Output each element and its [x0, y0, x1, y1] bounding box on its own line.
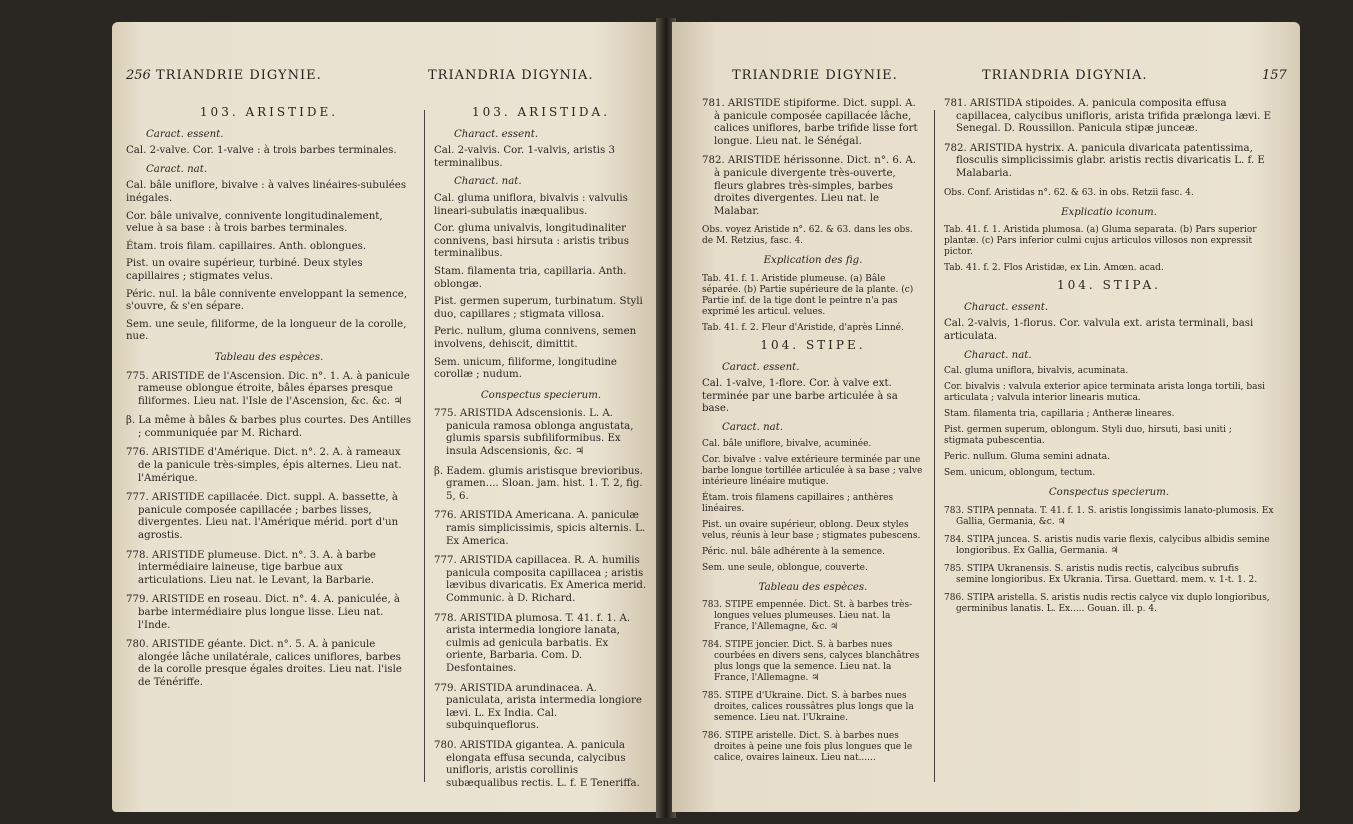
- section-title: 104. STIPE.: [760, 337, 866, 352]
- species-entry: 776. ARISTIDE d'Amérique. Dict. n°. 2. A. à rameaux de la panicule très-simples, épis alternes. Lieu nat. l'Amérique.: [126, 447, 402, 484]
- right-page: [672, 22, 1300, 812]
- nat-line: Stam. filamenta tria, capillaria. Anth. oblongæ.: [434, 265, 627, 290]
- species-entry: 775. ARISTIDE de l'Ascension. Dic. n°. 1. A. à panicule rameuse oblongue étroite, bâles éparses presque filiformes. Lieu nat. l'Isle de l'Ascension, &c. &c. ♃: [126, 370, 410, 407]
- right-column-latin: [944, 98, 1274, 622]
- subheading: Charact. essent.: [964, 301, 1049, 313]
- section-title: 104. STIPA.: [1057, 278, 1161, 293]
- subheading: Charact. nat.: [454, 176, 522, 188]
- subheading: Caract. essent.: [146, 128, 224, 140]
- species-entry: 786. STIPA aristella. S. aristis nudis rectis calyce vix duplo longioribus, germinibus lanatis. L. Ex..... Gouan. ill. p. 4.: [944, 592, 1270, 614]
- nat-line: Sem. une seule, oblongue, couverte.: [702, 562, 868, 573]
- nat-line: Péric. nul. bâle adhérente à la semence.: [702, 546, 885, 557]
- running-head-left-1: TRIANDRIE DIGYNIE.: [156, 68, 322, 83]
- calyx-text: Cal. 2-valve. Cor. 1-valve : à trois barbes terminales.: [126, 145, 397, 157]
- running-head-right-2: TRIANDRIA DIGYNIA.: [982, 68, 1148, 83]
- figure-explanation: Tab. 41. f. 2. Flos Aristidæ, ex Lin. Amœn. acad.: [944, 263, 1164, 274]
- nat-line: Cor. bâle univalve, connivente longitudinalement, velue à sa base : à trois barbes terminales.: [126, 210, 383, 235]
- nat-line: Sem. unicum, filiforme, longitudine corollæ ; nudum.: [434, 356, 617, 381]
- nat-line: Cor. bivalvis : valvula exterior apice terminata arista longa tortili, basi articulata ; valvula interior linearis mutica.: [944, 382, 1265, 404]
- obs-note: Obs. voyez Aristide n°. 62. & 63. dans les obs. de M. Retzius, fasc. 4.: [702, 225, 913, 247]
- species-entry: 780. ARISTIDE géante. Dict. n°. 5. A. à panicule alongée lâche unilatérale, calices uniflores, barbes de la corolle presque égales droites. Lieu nat. l'isle de Ténériffe.: [126, 639, 402, 688]
- species-entry: β. Eadem. glumis aristisque brevioribus. gramen.... Sloan. jam. hist. 1. T. 2, fig. 5, 6.: [434, 465, 643, 502]
- species-entry: 786. STIPE aristelle. Dict. S. à barbes nues droites à peine une fois plus longues que le calice, ovaires laineux. Lieu nat......: [702, 731, 913, 764]
- nat-line: Sem. une seule, filiforme, de la longueur de la corolle, nue.: [126, 318, 407, 343]
- species-entry: 783. STIPE empennée. Dict. St. à barbes très-longues velues plumeuses. Lieu nat. la France, l'Allemagne, &c. ♃: [702, 600, 913, 633]
- species-entry: 779. ARISTIDE en roseau. Dict. n°. 4. A. paniculée, à barbe intermédiaire plus longue lisse. Lieu nat. l'Inde.: [126, 594, 400, 631]
- species-entry: 775. ARISTIDA Adscensionis. L. A. panicula ramosa oblonga angustata, glumis sparsis subfiliformibus. Ex insula Adscensionis, &c. ♃: [434, 408, 634, 458]
- section-title: 103. ARISTIDE.: [199, 105, 339, 119]
- species-entry: 780. ARISTIDA gigantea. A. panicula elongata effusa secunda, calycibus unifloris, aristis corollinis subæqualibus rectis. L. f. E Teneriffa.: [434, 739, 640, 789]
- nat-line: Étam. trois filam. capillaires. Anth. oblongues.: [126, 240, 367, 252]
- species-entry: 785. STIPE d'Ukraine. Dict. S. à barbes nues droites, calices roussâtres plus longs que la semence. Lieu nat. l'Ukraine.: [702, 691, 914, 724]
- species-entry: 776. ARISTIDA Americana. A. paniculæ ramis simplicissimis, spicis alternis. L. Ex America.: [434, 510, 646, 547]
- species-entry: 781. ARISTIDA stipoides. A. panicula composita effusa capillacea, calycibus unifloris, arista trifida prælonga lævi. E Senegal. D. Roussillon. Panicula stipæ junceæ.: [944, 98, 1272, 135]
- nat-line: Cal. bâle uniflore, bivalve, acuminée.: [702, 438, 872, 449]
- left-column-latin: [434, 102, 648, 797]
- running-head-left-2: TRIANDRIA DIGYNIA.: [428, 68, 594, 83]
- subheading: Caract. essent.: [722, 361, 800, 373]
- section-title: 103. ARISTIDA.: [471, 105, 611, 119]
- species-entry: 782. ARISTIDE hérissonne. Dict. n°. 6. A. à panicule divergente très-ouverte, fleurs glabres très-simples, barbes droites divergentes. Lieu nat. le Malabar.: [702, 155, 916, 217]
- calyx-text: Cal. 1-valve, 1-flore. Cor. à valve ext. terminée par une barbe articulée à sa base.: [702, 378, 898, 415]
- subheading: Charact. essent.: [454, 128, 539, 140]
- nat-line: Cal. gluma uniflora, bivalvis, acuminata.: [944, 366, 1129, 377]
- figure-explanation: Tab. 41. f. 2. Fleur d'Aristide, d'après Linné.: [702, 322, 904, 333]
- species-entry: 781. ARISTIDE stipiforme. Dict. suppl. A. à panicule composée capillacée lâche, calices uniflores, barbe trifide lisse fort longue. Lieu nat. le Sénégal.: [702, 98, 918, 147]
- species-entry: 778. ARISTIDA plumosa. T. 41. f. 1. A. arista intermedia longiore lanata, culmis ad genicula barbatis. Ex oriente, Barbaria. Com. D. Desfontaines.: [434, 612, 631, 674]
- species-entry: 785. STIPA Ukranensis. S. aristis nudis rectis, calycibus subrufis semine longioribus. Ex Ukrania. Tirsa. Guettard. mem. v. 1-t. 1. 2.: [944, 563, 1258, 585]
- left-page: [112, 22, 660, 812]
- obs-note: Obs. Conf. Aristidas n°. 62. & 63. in obs. Retzii fasc. 4.: [944, 187, 1194, 198]
- subheading: Explication des fig.: [763, 255, 863, 267]
- species-entry: 782. ARISTIDA hystrix. A. panicula divaricata patentissima, flosculis simplicissimis glabr. aristis rectis divaricatis L. f. E Malabaria.: [944, 142, 1265, 179]
- column-rule: [424, 110, 425, 782]
- column-rule: [934, 110, 935, 782]
- nat-line: Stam. filamenta tria, capillaria ; Antheræ lineares.: [944, 409, 1175, 420]
- right-column-french: [702, 98, 924, 771]
- subheading: Explicatio iconum.: [1061, 206, 1157, 218]
- subheading: Caract. nat.: [146, 163, 208, 175]
- calyx-text: Cal. 2-valvis. Cor. 1-valvis, aristis 3 terminalibus.: [434, 145, 615, 169]
- subheading: Tableau des espèces.: [758, 581, 868, 593]
- nat-line: Cal. gluma uniflora, bivalvis : valvulis lineari-subulatis inæqualibus.: [434, 192, 628, 217]
- nat-line: Pist. un ovaire supérieur, turbiné. Deux styles capillaires ; stigmates velus.: [126, 258, 363, 282]
- nat-line: Pist. un ovaire supérieur, oblong. Deux styles velus, réunis à leur base ; stigmates pubescens.: [702, 519, 921, 541]
- nat-line: Peric. nullum. Gluma semini adnata.: [944, 452, 1110, 463]
- nat-line: Peric. nullum, gluma connivens, semen involvens, dehiscit, dimittit.: [434, 326, 637, 350]
- nat-line: Péric. nul. la bâle connivente enveloppant la semence, s'ouvre, & s'en sépare.: [126, 288, 408, 313]
- page-number-left: 256: [126, 68, 151, 83]
- calyx-text: Cal. 2-valvis, 1-florus. Cor. valvula ext. arista terminali, basi articulata.: [944, 318, 1254, 342]
- subheading: Charact. nat.: [964, 349, 1032, 361]
- species-entry: 777. ARISTIDE capillacée. Dict. suppl. A. bassette, à panicule composée capillacée ; barbes lisses, divergentes. Lieu nat. l'Amérique mérid. port d'un agrostis.: [126, 492, 399, 542]
- nat-line: Étam. trois filamens capillaires ; anthères linéaires.: [702, 492, 894, 514]
- running-head-right-1: TRIANDRIE DIGYNIE.: [732, 68, 898, 83]
- species-entry: 779. ARISTIDA arundinacea. A. paniculata, arista intermedia longiore lævi. L. Ex India. Cal. subquinqueflorus.: [434, 682, 642, 732]
- species-entry: β. La même à bâles & barbes plus courtes. Des Antilles ; communiquée par M. Richard.: [126, 415, 412, 439]
- left-column-french: [126, 102, 412, 697]
- nat-line: Sem. unicum, oblongum, tectum.: [944, 468, 1096, 479]
- species-entry: 783. STIPA pennata. T. 41. f. 1. S. aristis longissimis lanato-plumosis. Ex Gallia, Germania, &c. ♃: [944, 505, 1274, 527]
- subheading: Caract. nat.: [722, 421, 784, 433]
- species-entry: 784. STIPE joncier. Dict. S. à barbes nues courbées en divers sens, calyces blanchâtres plus longs que la semence. Lieu nat. la France, l'Allemagne. ♃: [702, 640, 920, 684]
- nat-line: Cor. bivalve : valve extérieure terminée par une barbe longue tortillée articulée à sa base ; valve intérieure linéaire mutique.: [702, 454, 923, 487]
- subheading: Tableau des espèces.: [214, 351, 324, 363]
- species-entry: 778. ARISTIDE plumeuse. Dict. n°. 3. A. à barbe intermédiaire laineuse, tige barbue aux articulations. Lieu nat. le Levant, la Barbarie.: [126, 549, 376, 586]
- species-entry: 784. STIPA juncea. S. aristis nudis varie flexis, calycibus albidis semine longioribus. Ex Gallia, Germania. ♃: [944, 534, 1270, 556]
- nat-line: Pist. germen superum, oblongum. Styli duo, hirsuti, basi uniti ; stigmata pubescentia.: [944, 425, 1232, 447]
- subheading: Conspectus specierum.: [1048, 487, 1170, 499]
- figure-explanation: Tab. 41. f. 1. Aristide plumeuse. (a) Bâle séparée. (b) Partie supérieure de la plante. (c) Partie inf. de la tige dont le peintre n'a pas exprimé les articul. velues.: [702, 273, 914, 317]
- figure-explanation: Tab. 41. f. 1. Aristida plumosa. (a) Gluma separata. (b) Pars superior plantæ. (c) Pars inferior culmi cujus articulos villosos non expressit pictor.: [944, 225, 1257, 258]
- species-entry: 777. ARISTIDA capillacea. R. A. humilis panicula composita capillacea ; aristis lævibus divaricatis. Ex America merid. Communic. à D. Richard.: [434, 555, 647, 604]
- page-number-right: 157: [1262, 68, 1287, 83]
- nat-line: Cal. bâle uniflore, bivalve : à valves linéaires-subulées inégales.: [126, 180, 407, 204]
- nat-line: Cor. gluma univalvis, longitudinaliter connivens, basi hirsuta : aristis tribus terminalibus.: [434, 223, 629, 260]
- nat-line: Pist. germen superum, turbinatum. Styli duo, capillares ; stigmata villosa.: [434, 296, 643, 320]
- subheading: Conspectus specierum.: [480, 389, 602, 401]
